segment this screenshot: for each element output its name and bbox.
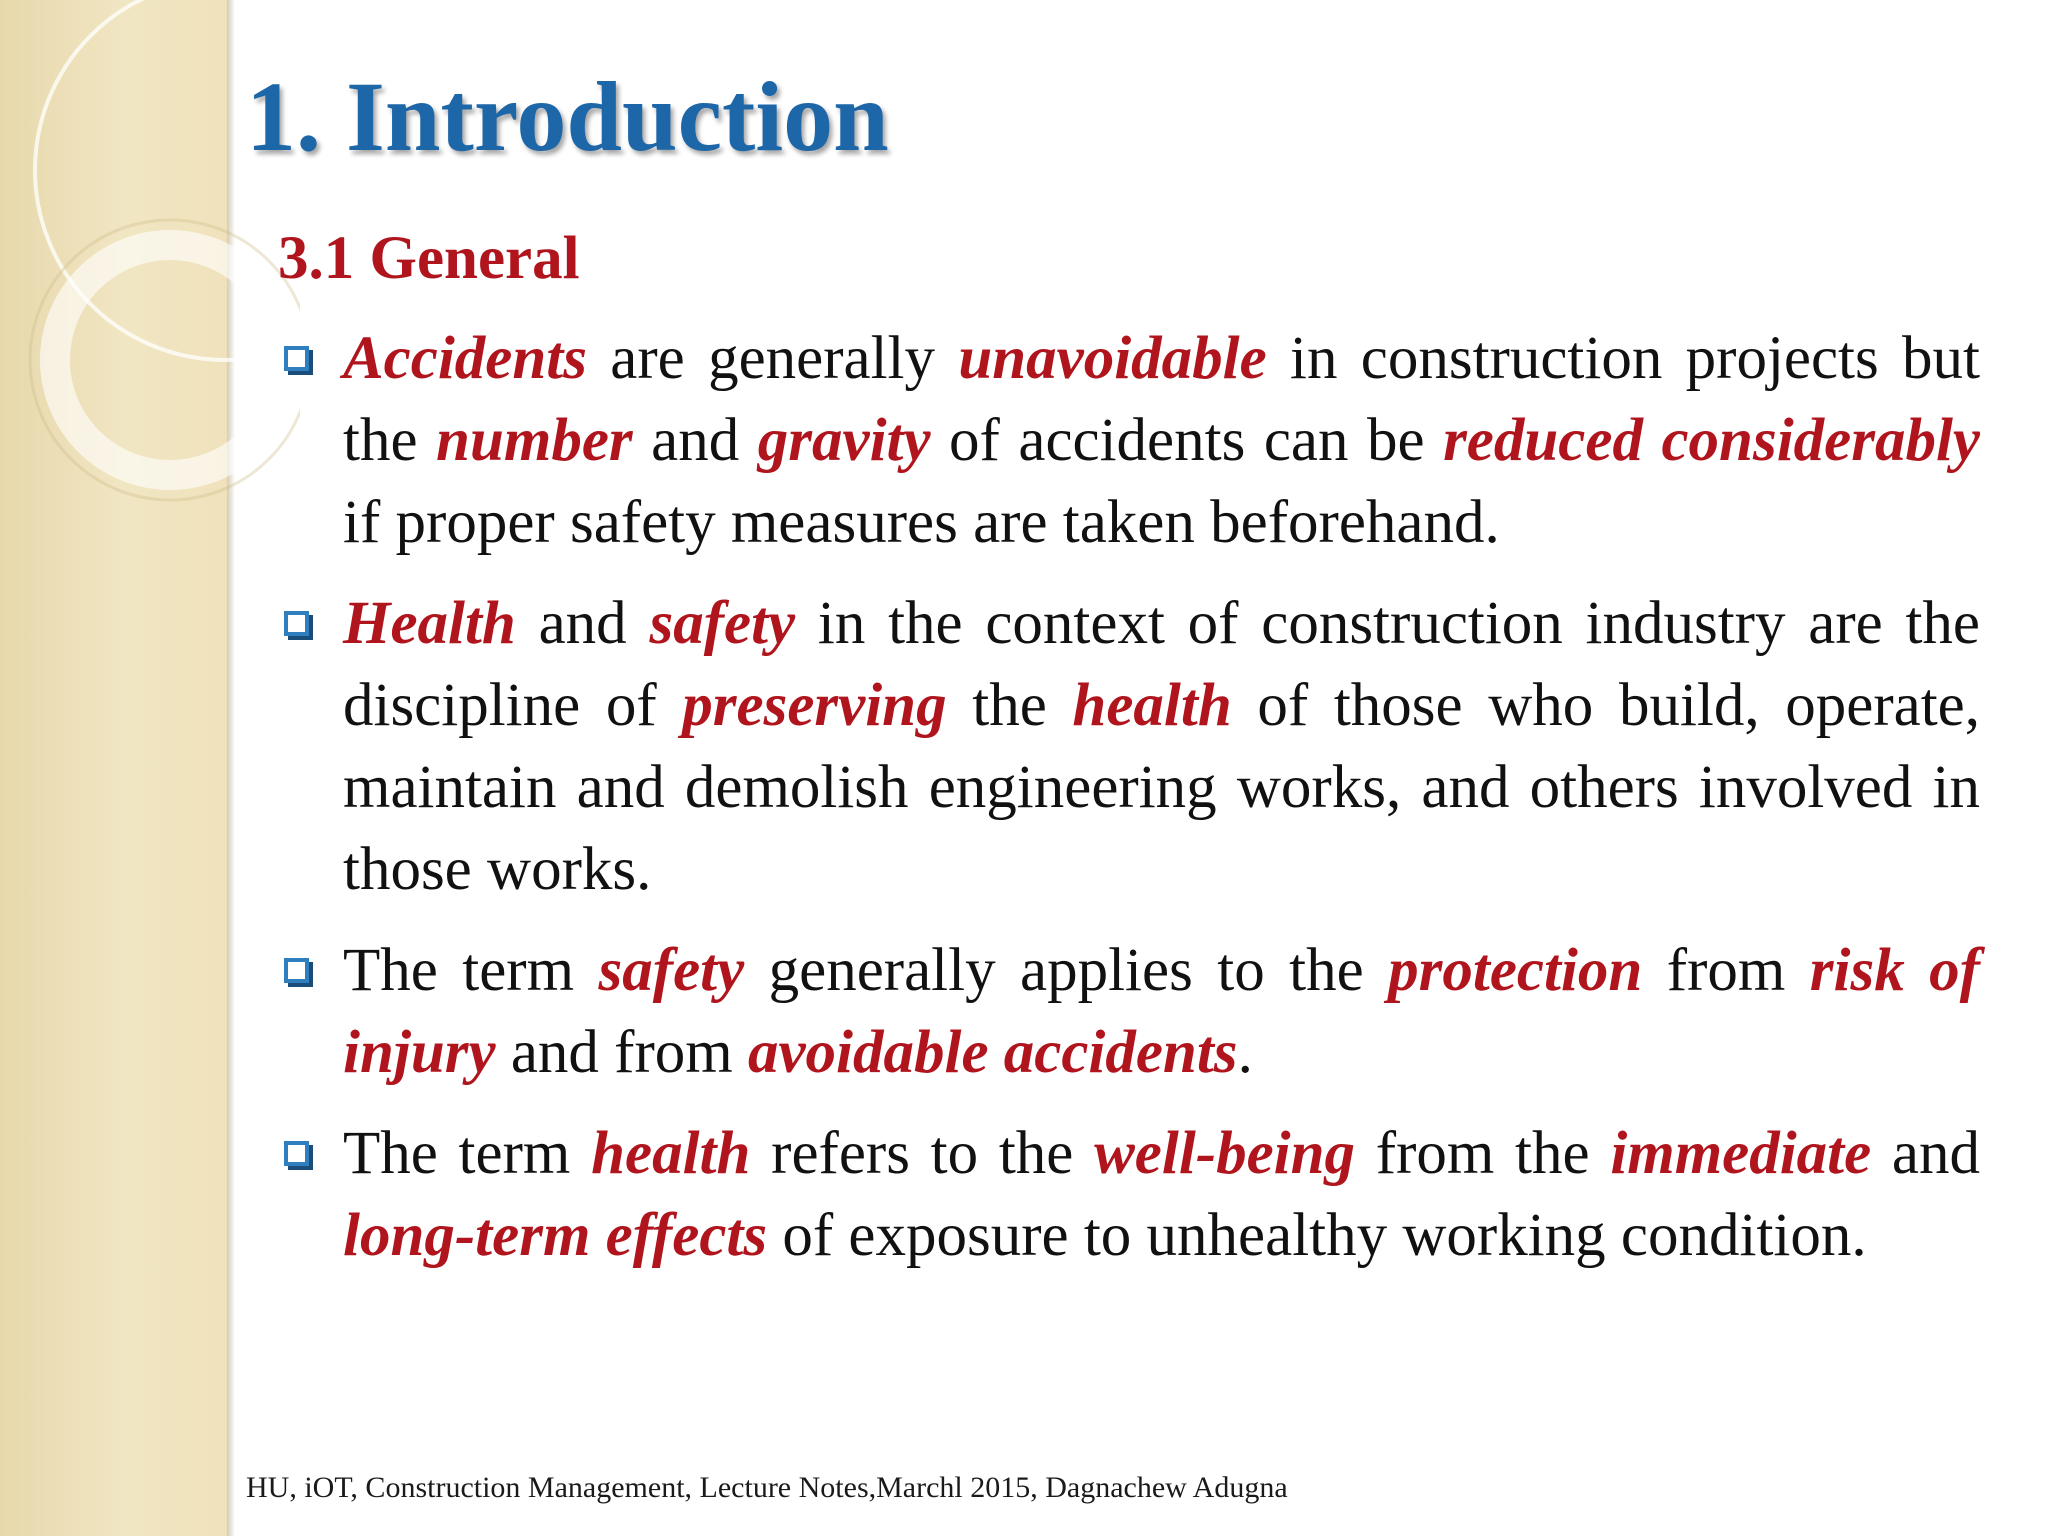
body-text: of those who build, operate, maintain and demolish engineering works, and others involved in those works.: [343, 672, 1980, 903]
body-text: The term: [343, 937, 599, 1004]
bullet-item: [270, 318, 1980, 564]
body-text: the: [946, 672, 1073, 739]
body-text: and: [632, 407, 758, 474]
emphasis-term: well-being: [1094, 1120, 1356, 1187]
body-text: refers to the: [750, 1120, 1095, 1187]
emphasis-term: reduced considerably: [1443, 407, 1980, 474]
body-text: .: [1237, 1019, 1253, 1086]
emphasis-term: unavoidable: [958, 325, 1267, 392]
emphasis-term: number: [436, 407, 633, 474]
emphasis-term: Accidents: [343, 325, 587, 392]
body-text: of accidents can be: [930, 407, 1444, 474]
body-text: and: [515, 590, 650, 657]
body-text: from: [1642, 937, 1810, 1004]
bullet-text: [343, 590, 1980, 903]
bullet-text: [343, 937, 1980, 1086]
emphasis-term: health: [591, 1120, 751, 1187]
checkbox-square-icon: [284, 958, 309, 983]
checkbox-square-icon: [284, 1141, 309, 1166]
emphasis-term: safety: [649, 590, 796, 657]
emphasis-term: risk of injury: [343, 937, 1980, 1086]
bullet-item: [270, 1113, 1980, 1277]
emphasis-term: protection: [1388, 937, 1643, 1004]
body-text: from the: [1355, 1120, 1611, 1187]
emphasis-term: immediate: [1610, 1120, 1872, 1187]
emphasis-term: health: [1072, 672, 1232, 739]
body-text: and from: [495, 1019, 748, 1086]
slide-footer: HU, iOT, Construction Management, Lecture Notes,Marchl 2015, Dagnachew Adugna: [246, 1471, 1288, 1504]
checkbox-square-icon: [284, 346, 309, 371]
body-text: generally applies to the: [744, 937, 1389, 1004]
emphasis-term: safety: [598, 937, 745, 1004]
bullet-text: [343, 325, 1980, 556]
body-text: are generally: [586, 325, 959, 392]
body-text: if proper safety measures are taken beforehand.: [343, 489, 1500, 556]
emphasis-term: preserving: [682, 672, 947, 739]
body-text: in construction projects but the: [343, 325, 1980, 474]
section-subtitle: 3.1 General: [278, 225, 580, 292]
checkbox-square-icon: [284, 611, 309, 636]
emphasis-term: avoidable accidents: [747, 1019, 1238, 1086]
body-text: and: [1871, 1120, 1981, 1187]
body-text: The term: [343, 1120, 592, 1187]
bullet-list: [270, 318, 1980, 1296]
emphasis-term: Health: [343, 590, 516, 657]
slide-title: 1. Introduction: [246, 61, 889, 172]
emphasis-term: long-term effects: [343, 1202, 768, 1269]
body-text: of exposure to unhealthy working condition.: [767, 1202, 1867, 1269]
emphasis-term: gravity: [757, 407, 931, 474]
bullet-item: [270, 583, 1980, 911]
bullet-text: [343, 1120, 1980, 1269]
body-text: in the context of construction industry are the discipline of: [343, 590, 1981, 739]
bullet-item: [270, 930, 1980, 1094]
